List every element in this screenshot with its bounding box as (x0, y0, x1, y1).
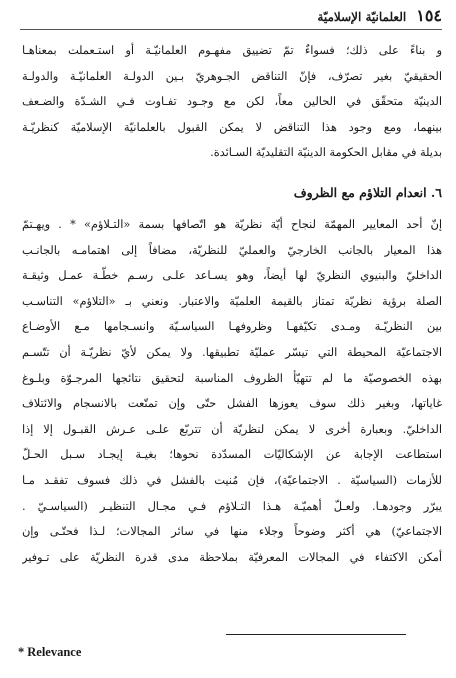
text-line: بهذه الخصوصيّة ما لم تتهيّأ الظروف المناسبة لتحقيق نتائجها المرجـوّة وبلـوغ (22, 371, 442, 385)
text-line: بين النظريّـة ومـدى تكيّفهـا وظروفهـا السياسـيّة وانسـجامها مـع الأوضـاع (22, 320, 442, 334)
text-line: إنّ أحد المعايير المهمّة لنجاح أيّة نظريّة هو اتّصافها بسمة «التـلاؤم» * . ويهـتمّ (22, 218, 442, 231)
footnote-marker: * (18, 645, 25, 659)
text-line: استطاعت الإجابة عن الإشكاليّات المسدّدة نحوها؛ بغيـة إيجـاد سـبل الحـلّ (22, 448, 442, 462)
header-rule (20, 29, 442, 30)
text-line: الداخليّ والبنيوي النظريّ لها أيضاً، وهو يسـاعد علـى رسـم خطّـة عمـل وثيقـة (22, 269, 442, 283)
text-line: الاجتماعيّ) هي أكثر وضوحاً وجلاء منها في سائر المجالات؛ لـذا فحتّـى وإن (22, 525, 442, 539)
page-header (20, 6, 442, 28)
text-line: و بناءً على ذلك؛ فسواءٌ تمّ تضييق مفهـوم العلمانيّـة أو استـعملت بمعناهـا (22, 44, 442, 57)
text-line: بديلة في مقابل الحكومة الدينيّة التقليديّة السـائدة. (210, 146, 442, 160)
text-line: للأزمات (السياسيّة . الاجتماعيّة)، فإن مُنيت بالفشل في ذلك فسوف تفقـد مـا (22, 473, 442, 487)
section-heading: ٦. انعدام التلاؤم مع الظروف (293, 185, 442, 200)
text-line: بينهما، ومع وجود هذا التناقض لا يمكن القبول بالعلمانيّة الإسلاميّة كنظريّـة (22, 120, 442, 134)
paragraph-2 (22, 212, 442, 570)
footnote-rule (226, 634, 406, 635)
text-line: الصلة برؤية نظريّة تمتاز بالقيمة العلميّة والاعتبار. ونعني بـ «التلاؤم» التناسـب (22, 294, 442, 308)
text-line: هذا المعيار بالجانب الخارجيّ والعمليّ للنظريّة، مضافاً إلى اهتمامـه بالجانـب (22, 243, 442, 257)
text-line: يبرّر وجودهـا. ولعـلّ أهميّـة هـذا التـلاؤم فـي مجـال التنظيـر (السياسـيّ . (22, 499, 442, 513)
text-line: الحقيقيّ بغير تصرّف، فإنّ التناقض الجـوهريّ بـين الدولـة العلمانيّـة والدولـة (22, 69, 442, 83)
footnote-text: Relevance (27, 645, 82, 659)
page-number: ١٥٤ (416, 6, 442, 25)
footnote (18, 645, 84, 660)
text-line: أمكن الاكتفاء في المجالات المعرفيّة بملاحظة مدى قدرة النظريّة على تـوفير (22, 550, 442, 564)
paragraph-1 (22, 38, 442, 166)
text-line: الدينيّة متحقّق في الحالين معاً، لكن مع وجـود تفـاوت فـي الشـدّة والضـعف (22, 95, 442, 109)
text-line: الاجتماعيّة المحيطة التي تيسّر عمليّة تطبيقها. ولا يمكن لأيّ نظريّـة أن تتّسـم (22, 345, 442, 359)
running-title: العلمانيّة الإسلاميّة (317, 10, 407, 24)
text-line: غاياتها، وبغير ذلك سوف يعوزها الفشل حتّى وإن تمتّعت بالانسجام والائتلاف (22, 397, 442, 411)
text-line: الداخليّ. وبعبارة أخرى لا يمكن لنظريّة أن تتربّع علـى عـرش القبـول إلا إذا (22, 422, 442, 436)
